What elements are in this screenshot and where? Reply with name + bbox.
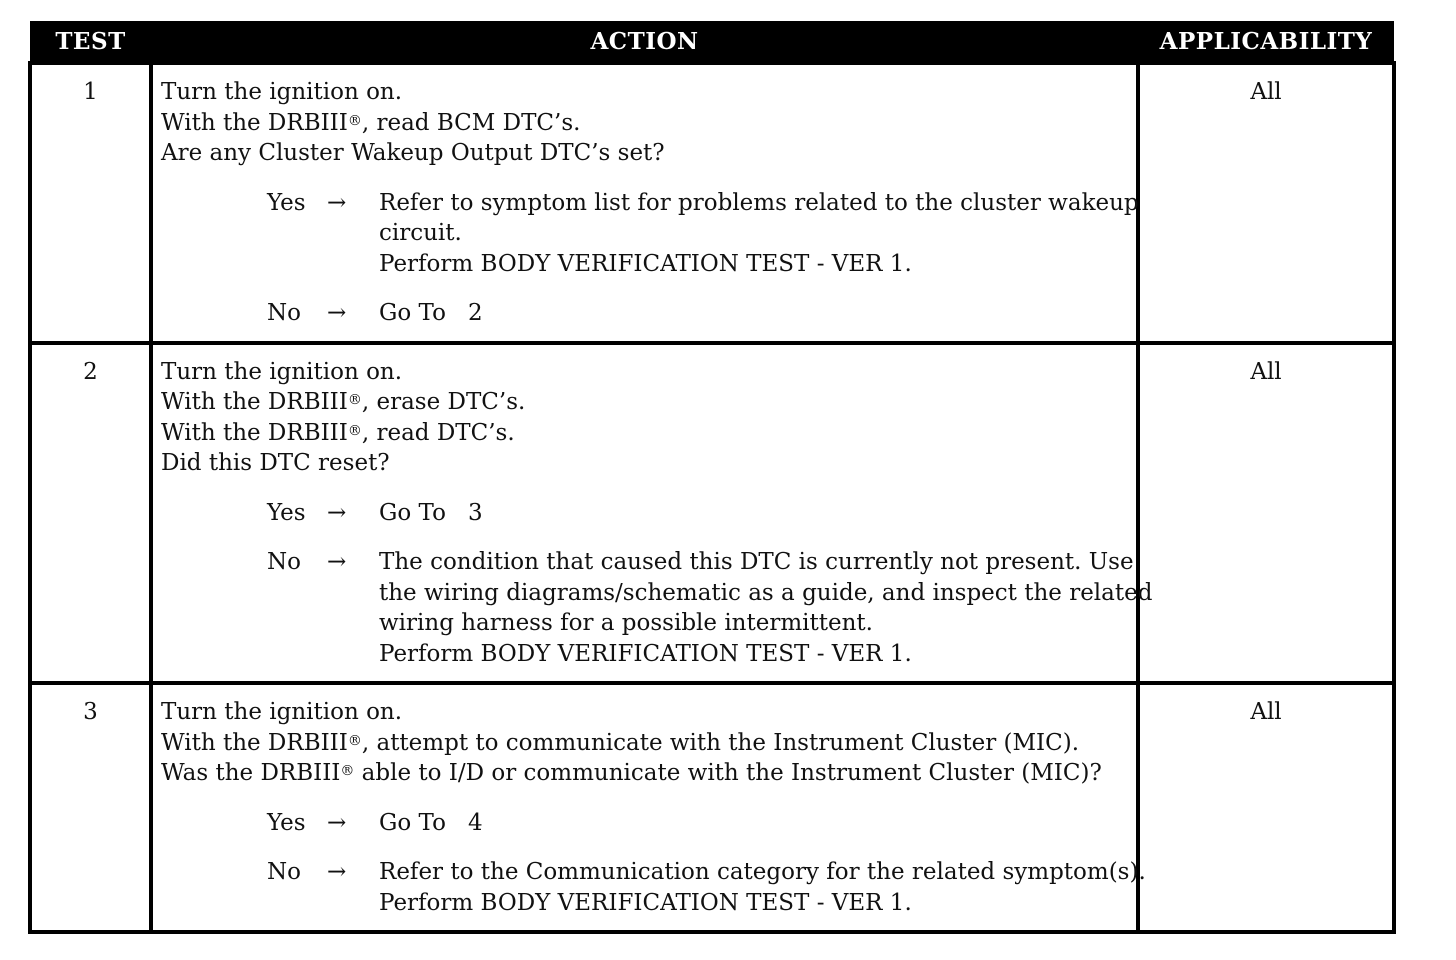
table-row: [30, 63, 1394, 343]
no-result: [379, 298, 1128, 329]
action-step: Did this DTC reset?: [161, 450, 390, 476]
no-result: [379, 547, 1152, 669]
action-cell: [151, 63, 1138, 343]
action-step: With the DRBIII®, read BCM DTC’s.: [161, 109, 581, 136]
no-outcome: [267, 857, 1146, 918]
yes-label: Yes: [267, 809, 306, 836]
test-number: 2: [30, 343, 151, 684]
yes-label: Yes: [267, 189, 306, 216]
action-steps: [161, 357, 1128, 479]
action-step: Turn the ignition on.: [161, 699, 403, 725]
applicability-value: All: [1138, 63, 1394, 343]
goto-number: 2: [467, 300, 483, 326]
no-result: [379, 857, 1146, 918]
diagnostic-test-table: [28, 21, 1396, 934]
right-arrow-icon: →: [327, 859, 347, 885]
right-arrow-icon: →: [327, 300, 347, 326]
result-line: The condition that caused this DTC is currently not present. Use: [379, 549, 1134, 575]
test-number: 1: [30, 63, 151, 343]
yes-outcome: [267, 808, 1128, 839]
action-step: Are any Cluster Wakeup Output DTC’s set?: [161, 140, 665, 166]
action-steps: [161, 77, 1128, 169]
result-line: Perform BODY VERIFICATION TEST - VER 1.: [379, 640, 912, 667]
no-outcome: [267, 298, 1128, 329]
action-step: Turn the ignition on.: [161, 358, 403, 385]
no-label: No: [267, 859, 301, 885]
result-line: Refer to symptom list for problems related to the cluster wakeup: [379, 189, 1139, 216]
no-outcome: [267, 547, 1153, 669]
table-header-row: [30, 21, 1394, 63]
applicability-value: All: [1138, 343, 1394, 684]
result-line: the wiring diagrams/schematic as a guide, and inspect the related: [379, 579, 1153, 606]
action-cell: [151, 343, 1153, 684]
no-label: No: [267, 549, 301, 575]
action-step: With the DRBIII®, attempt to communicate with the Instrument Cluster (MIC).: [161, 729, 1080, 756]
right-arrow-icon: →: [327, 809, 347, 836]
result-line: wiring harness for a possible intermittent.: [379, 610, 873, 636]
header-test: TEST: [30, 21, 151, 63]
goto-text: Go To: [379, 499, 446, 526]
yes-result: [379, 808, 1128, 839]
right-arrow-icon: →: [327, 499, 347, 526]
no-label: No: [267, 300, 301, 326]
table-body: [30, 63, 1394, 932]
yes-result: [379, 498, 1128, 529]
action-step: Was the DRBIII® able to I/D or communicate with the Instrument Cluster (MIC)?: [161, 760, 1102, 786]
goto-text: Go To: [379, 300, 446, 326]
action-step: Turn the ignition on.: [161, 79, 403, 105]
applicability-value: All: [1138, 683, 1394, 932]
goto-number: 4: [467, 809, 483, 836]
action-cell: [151, 683, 1146, 932]
yes-label: Yes: [267, 499, 306, 526]
right-arrow-icon: →: [327, 189, 347, 216]
goto-text: Go To: [379, 809, 446, 836]
table-row: [30, 343, 1394, 684]
test-number: 3: [30, 683, 151, 932]
header-applicability: APPLICABILITY: [1138, 21, 1394, 63]
result-line: Perform BODY VERIFICATION TEST - VER 1.: [379, 889, 912, 916]
action-step: With the DRBIII®, erase DTC’s.: [161, 389, 526, 415]
yes-outcome: [267, 188, 1139, 280]
yes-outcome: [267, 498, 1128, 529]
action-steps: [161, 697, 1128, 789]
result-line: circuit.: [379, 220, 462, 246]
right-arrow-icon: →: [327, 549, 347, 575]
action-step: With the DRBIII®, read DTC’s.: [161, 419, 515, 446]
goto-number: 3: [467, 499, 483, 526]
yes-result: [379, 188, 1139, 280]
header-action: ACTION: [151, 21, 1138, 63]
result-line: Perform BODY VERIFICATION TEST - VER 1.: [379, 250, 912, 277]
result-line: Refer to the Communication category for the related symptom(s).: [379, 859, 1146, 885]
table-row: [30, 683, 1394, 932]
